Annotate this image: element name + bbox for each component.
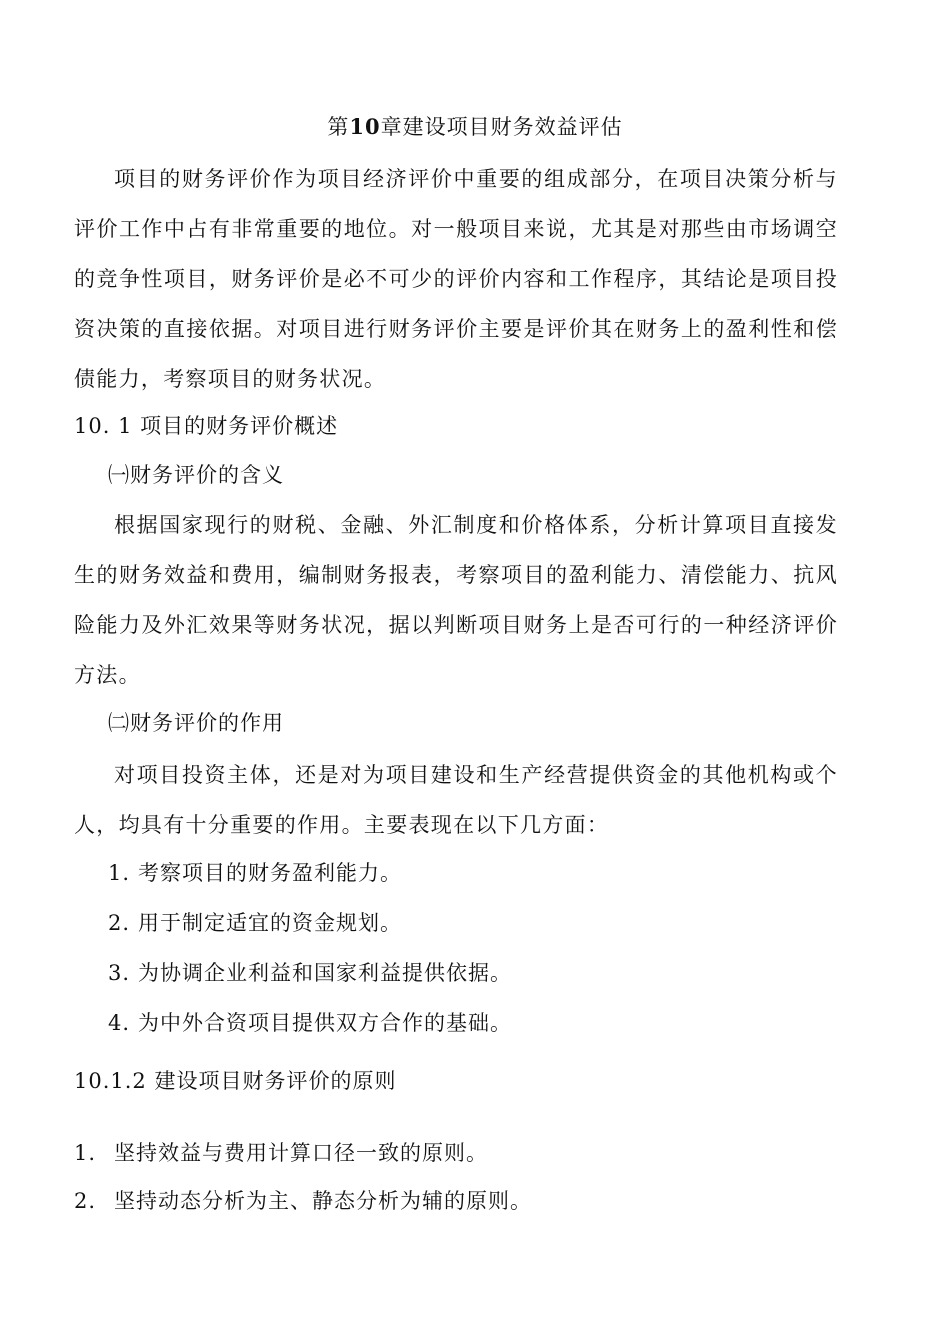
list-text: 用于制定适宜的资金规划。 [138,911,402,935]
list-text: 为中外合资项目提供双方合作的基础。 [138,1011,512,1035]
intro-paragraph: 项目的财务评价作为项目经济评价中重要的组成部分，在项目决策分析与评价工作中占有非常重要的地位。对一般项目来说，尤其是对那些由市场调空的竞争性项目，财务评价是必不可少的评价内容和工作程序，其结论是项目投资决策的直接依据。对项目进行财务评价主要是评价其在财务上的盈利性和偿债能力，考察项目的财务状况。 [74,167,838,391]
role-list-item [108,908,402,938]
list-number: 2. [74,1189,97,1213]
role-list-item [108,1008,512,1038]
role-list-item [108,858,402,888]
list-number: 2. [108,911,131,935]
section-heading-10-1-2: 10.1.2 建设项目财务评价的原则 [74,1069,397,1093]
chapter-title-prefix: 第 [327,115,350,139]
list-number: 4. [108,1011,131,1035]
list-text: 考察项目的财务盈利能力。 [138,861,402,885]
meaning-paragraph: 根据国家现行的财税、金融、外汇制度和价格体系，分析计算项目直接发生的财务效益和费用，编制财务报表，考察项目的盈利能力、清偿能力、抗风险能力及外汇效果等财务状况，据以判断项目财务上是否可行的一种经济评价方法。 [74,513,838,687]
list-text: 坚持效益与费用计算口径一致的原则。 [114,1141,488,1165]
list-number: 1. [108,861,131,885]
chapter-title-suffix: 章建设项目财务效益评估 [380,115,623,139]
subsection-title-meaning: ㈠财务评价的含义 [108,463,284,487]
subsection-title-role: ㈡财务评价的作用 [108,711,284,735]
principle-list-item [74,1138,488,1168]
list-text: 坚持动态分析为主、静态分析为辅的原则。 [114,1189,532,1213]
list-number: 3. [108,961,131,985]
chapter-title [0,112,950,142]
list-text: 为协调企业利益和国家利益提供依据。 [138,961,512,985]
section-heading-10-1: 10. 1 项目的财务评价概述 [74,414,339,438]
list-number: 1. [74,1141,97,1165]
role-list-item [108,958,512,988]
chapter-number: 10 [349,114,381,139]
role-paragraph: 对项目投资主体，还是对为项目建设和生产经营提供资金的其他机构或个人，均具有十分重要的作用。主要表现在以下几方面： [74,763,838,837]
principle-list-item [74,1186,532,1216]
